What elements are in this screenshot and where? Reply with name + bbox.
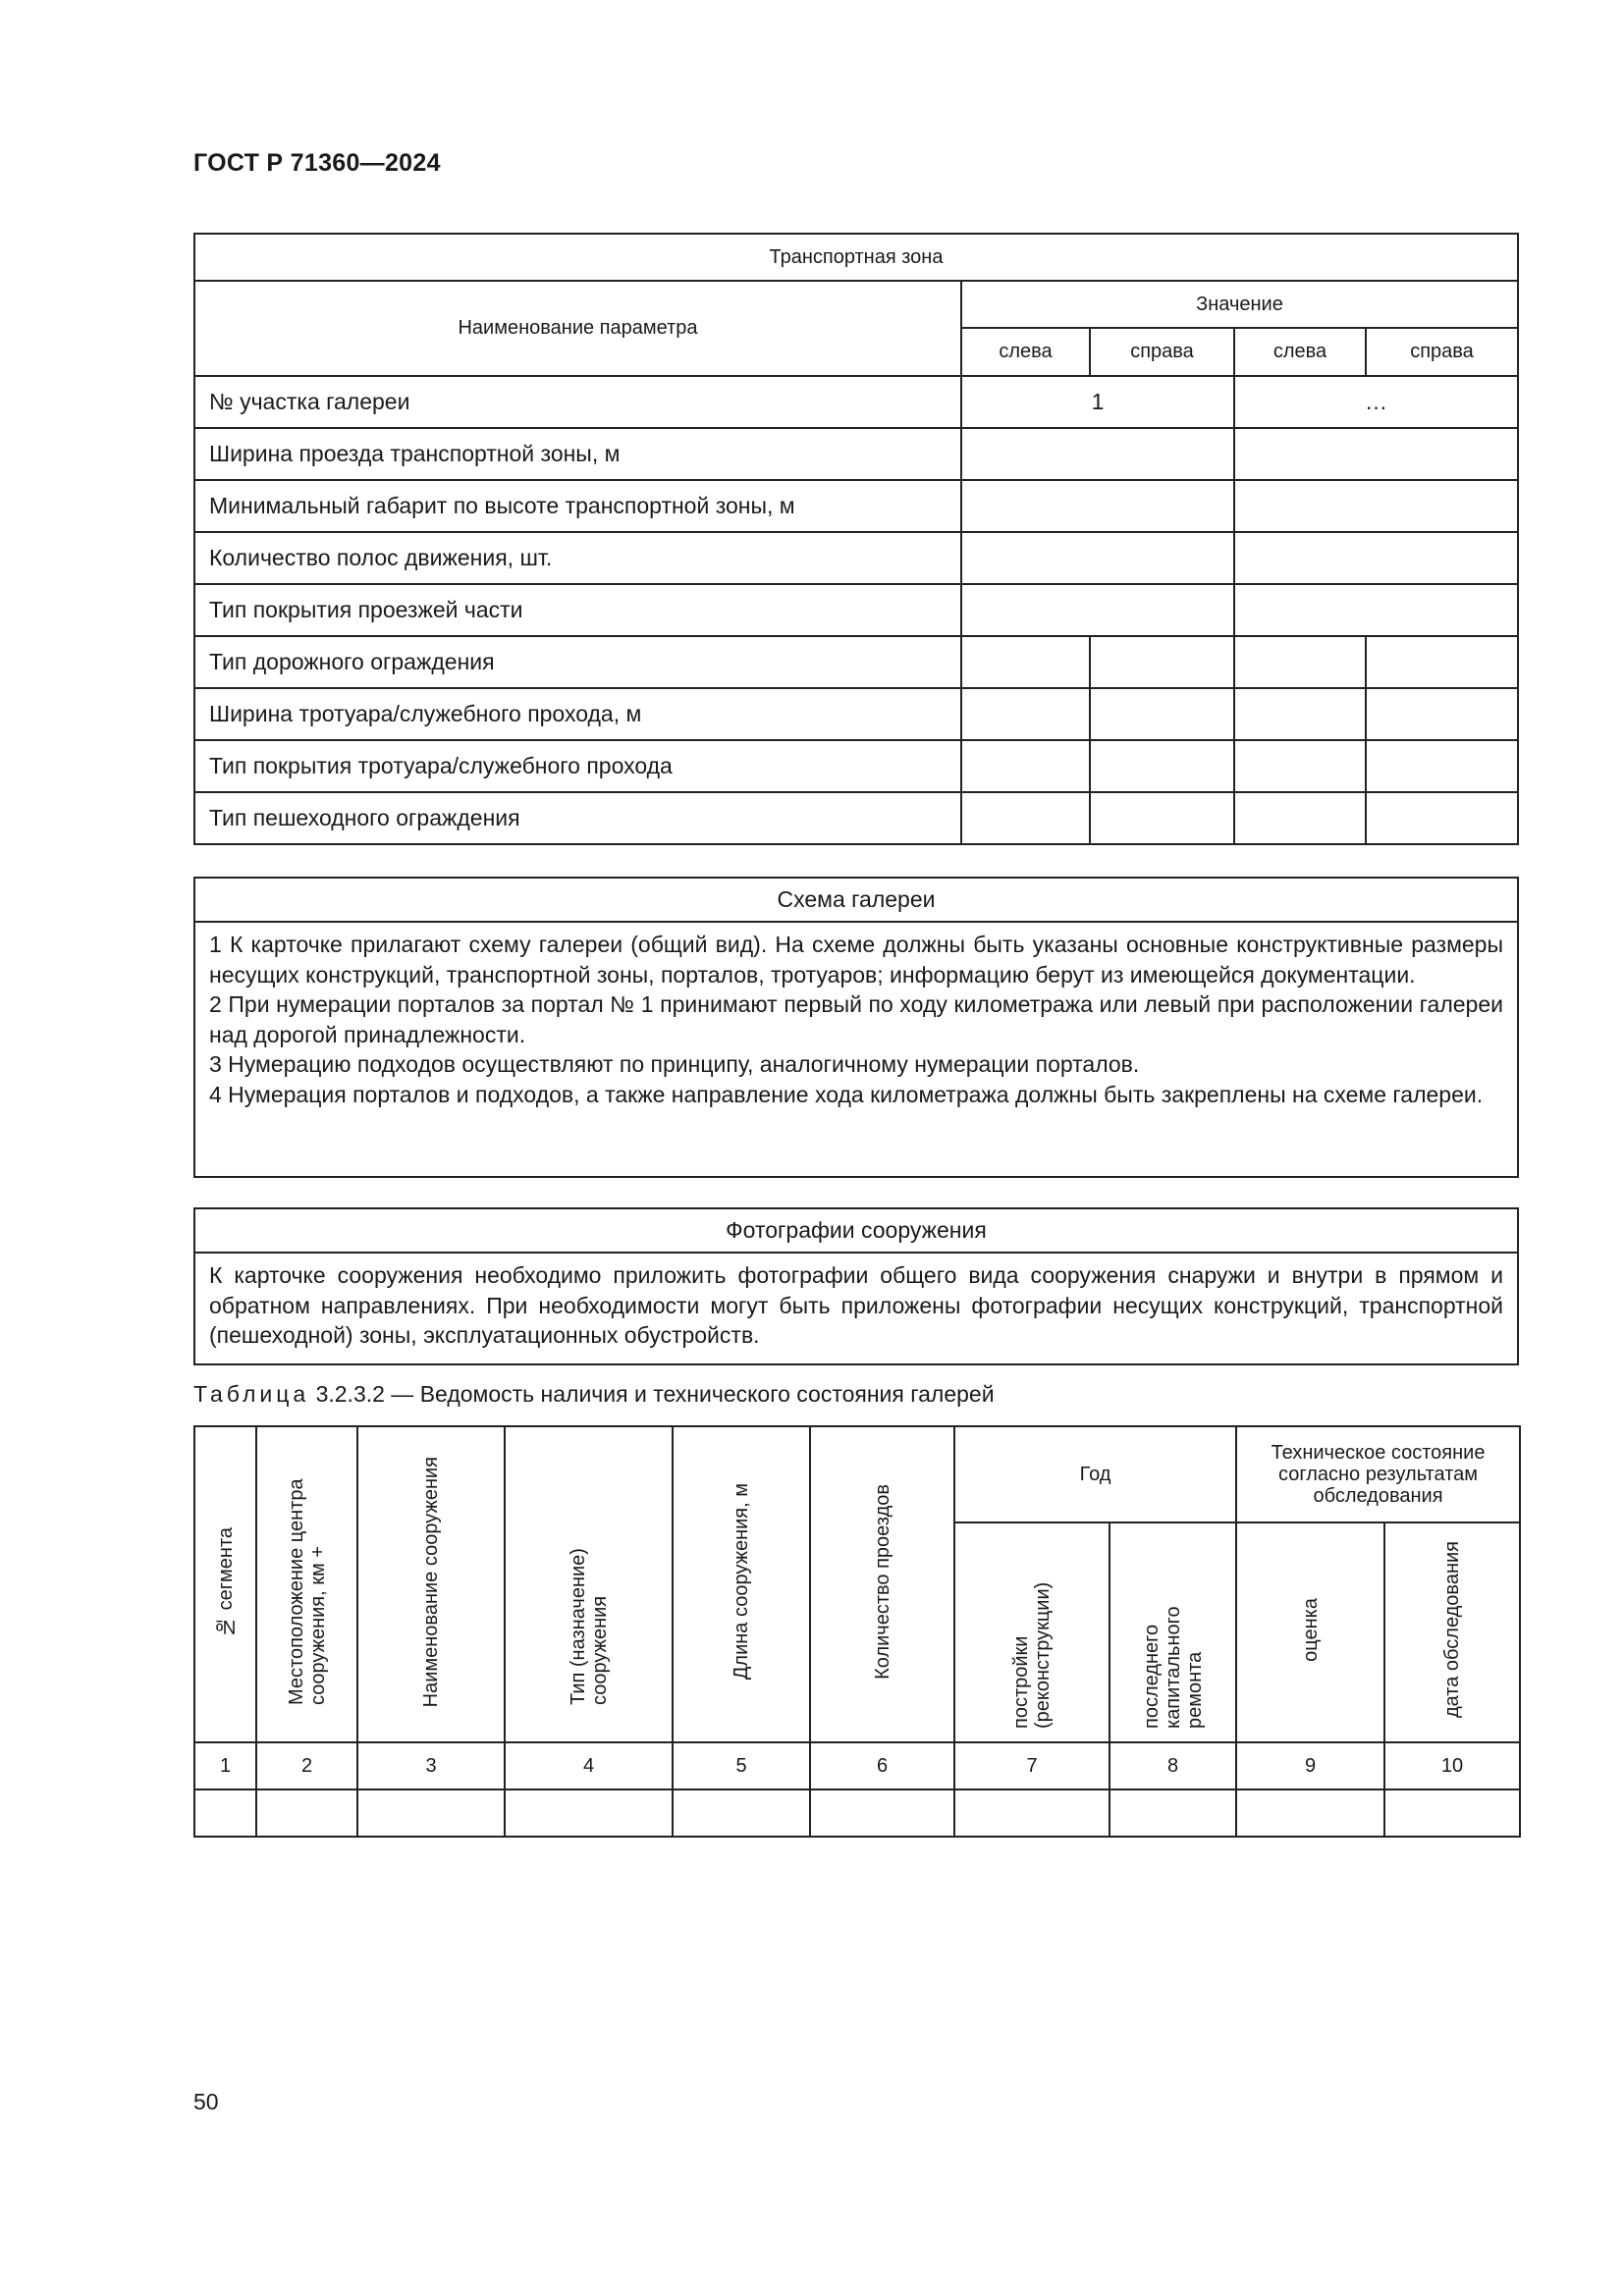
col-header-segment: № сегмента [194, 1426, 256, 1742]
value-cell [961, 636, 1090, 688]
col-number: 10 [1384, 1742, 1520, 1789]
value-cell [961, 428, 1234, 480]
col-header-repair: последнего капитального ремонта [1110, 1522, 1236, 1742]
col-number: 3 [357, 1742, 505, 1789]
param-label: № участка галереи [194, 376, 961, 428]
empty-cell [673, 1789, 810, 1837]
empty-cell [954, 1789, 1110, 1837]
param-label: Тип покрытия тротуара/служебного прохода [194, 740, 961, 792]
value-cell [1234, 480, 1518, 532]
subheader-left-1: слева [961, 328, 1090, 376]
empty-cell [505, 1789, 673, 1837]
col-header-rating: оценка [1236, 1522, 1384, 1742]
scheme-note: 3 Нумерацию подходов осуществляют по принципу, аналогичному нумерации порталов. [209, 1051, 1140, 1077]
transport-zone-title: Транспортная зона [194, 234, 1518, 281]
photos-box [193, 1207, 1519, 1365]
value-cell [1234, 740, 1366, 792]
col-header-location: Местоположение центра сооружения, км + [256, 1426, 357, 1742]
value-cell [1090, 636, 1234, 688]
value-cell [961, 584, 1234, 636]
empty-cell [357, 1789, 505, 1837]
value-cell [961, 480, 1234, 532]
value-cell [1090, 792, 1234, 844]
col-number: 2 [256, 1742, 357, 1789]
param-label: Ширина тротуара/служебного прохода, м [194, 688, 961, 740]
photos-text: К карточке сооружения необходимо приложить фотографии общего вида сооружения снаружи и внутри в прямом и обратном направлениях. При необходимости могут быть приложены фотографии несущих конструкций, транспортной (пешеходной) зоны, эксплуатационных обустройств. [209, 1262, 1503, 1348]
page-number: 50 [193, 2089, 219, 2114]
param-label: Тип покрытия проезжей части [194, 584, 961, 636]
col-number: 4 [505, 1742, 673, 1789]
param-label: Ширина проезда транспортной зоны, м [194, 428, 961, 480]
value-cell [1366, 740, 1518, 792]
param-header: Наименование параметра [194, 281, 961, 376]
value-cell [1366, 792, 1518, 844]
value-cell [961, 740, 1090, 792]
year-header: Год [954, 1426, 1236, 1522]
col-header-type: Тип (назначение) сооружения [505, 1426, 673, 1742]
value-cell [961, 792, 1090, 844]
scheme-note: 4 Нумерация порталов и подходов, а также направление хода километража должны быть закреплены на схеме галереи. [209, 1081, 1484, 1107]
subheader-right-2: справа [1366, 328, 1518, 376]
param-label: Количество полос движения, шт. [194, 532, 961, 584]
value-header: Значение [961, 281, 1518, 328]
value-cell [1234, 792, 1366, 844]
col-number: 5 [673, 1742, 810, 1789]
value-cell [1090, 740, 1234, 792]
scheme-title: Схема галереи [195, 879, 1517, 923]
value-cell [1234, 636, 1366, 688]
col-header-built: постройки (реконструкции) [954, 1522, 1110, 1742]
value-cell [1366, 636, 1518, 688]
empty-cell [1384, 1789, 1520, 1837]
col-number: 8 [1110, 1742, 1236, 1789]
photos-title: Фотографии сооружения [195, 1209, 1517, 1254]
param-label: Тип пешеходного ограждения [194, 792, 961, 844]
subheader-left-2: слева [1234, 328, 1366, 376]
col-header-passages: Количество проездов [810, 1426, 954, 1742]
value-cell [1090, 688, 1234, 740]
col-number: 7 [954, 1742, 1110, 1789]
empty-cell [1110, 1789, 1236, 1837]
section-number-cell: 1 [961, 376, 1234, 428]
empty-cell [1236, 1789, 1384, 1837]
vedomost-table [193, 1425, 1521, 1838]
empty-cell [810, 1789, 954, 1837]
value-cell [1366, 688, 1518, 740]
empty-cell [194, 1789, 256, 1837]
col-header-name: Наименование сооружения [357, 1426, 505, 1742]
scheme-note: 2 При нумерации порталов за портал № 1 принимают первый по ходу километража или левый при расположении галереи над дорогой принадлежности. [209, 991, 1503, 1047]
subheader-right-1: справа [1090, 328, 1234, 376]
value-cell [1234, 688, 1366, 740]
tech-state-header: Техническое состояние согласно результатам обследования [1236, 1426, 1520, 1522]
value-cell [1234, 428, 1518, 480]
col-number: 1 [194, 1742, 256, 1789]
col-number: 9 [1236, 1742, 1384, 1789]
value-cell [1234, 532, 1518, 584]
transport-zone-table [193, 233, 1519, 845]
document-code: ГОСТ Р 71360—2024 [193, 149, 441, 177]
param-label: Минимальный габарит по высоте транспортной зоны, м [194, 480, 961, 532]
param-label: Тип дорожного ограждения [194, 636, 961, 688]
col-header-survey-date: дата обследования [1384, 1522, 1520, 1742]
col-header-length: Длина сооружения, м [673, 1426, 810, 1742]
table-caption-label: Таблица [193, 1381, 310, 1407]
scheme-box [193, 877, 1519, 1178]
section-ellipsis-cell: … [1234, 376, 1518, 428]
value-cell [1234, 584, 1518, 636]
col-number: 6 [810, 1742, 954, 1789]
scheme-note: 1 К карточке прилагают схему галереи (общий вид). На схеме должны быть указаны основные конструктивные размеры несущих конструкций, транспортной зоны, порталов, тротуаров; информацию берут из имеющейся документации. [209, 932, 1503, 988]
value-cell [961, 532, 1234, 584]
empty-cell [256, 1789, 357, 1837]
value-cell [961, 688, 1090, 740]
table-caption [193, 1381, 995, 1408]
table-caption-text: 3.2.3.2 — Ведомость наличия и технического состояния галерей [315, 1381, 995, 1407]
